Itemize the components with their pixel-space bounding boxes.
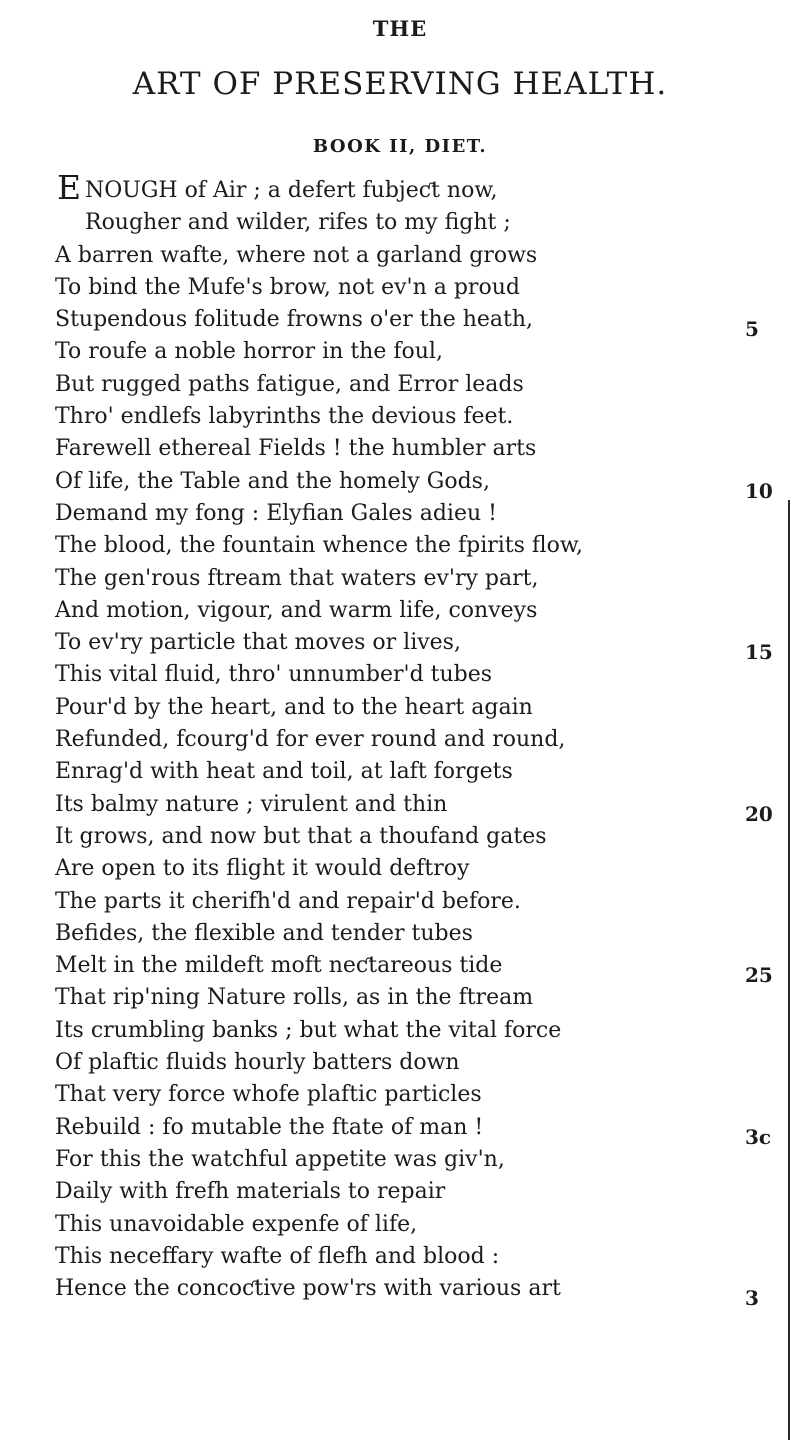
poem-line-10: Of life, the Table and the homely Gods, — [55, 468, 490, 494]
poem-line-7: But rugged paths fatigue, and Error leads — [55, 371, 524, 397]
poem-line-15: To ev'ry particle that moves or lives, — [55, 630, 461, 656]
poem-line-34: This neceffary wafte of flefh and blood : — [55, 1243, 500, 1269]
poem-line-19: Enrag'd with heat and toil, at laft forgets — [55, 759, 513, 785]
poem-line-27: Its crumbling banks ; but what the vital force — [55, 1017, 562, 1043]
line-number-25: 25 — [745, 963, 773, 987]
poem-line-11: Demand my fong : Elyfian Gales adieu ! — [55, 500, 497, 526]
line-number-30: 3c — [745, 1125, 772, 1149]
poem-line-17: Pour'd by the heart, and to the heart again — [55, 694, 533, 720]
poem-line-1: E NOUGH of Air ; a defert fubjeƈt now, — [57, 168, 498, 207]
poem-line-35: Hence the concoƈtive pow'rs with various art — [55, 1276, 561, 1302]
line-number-35: 3 — [745, 1286, 759, 1310]
poem-line-26: That rip'ning Nature rolls, as in the ftream — [55, 985, 534, 1011]
poem-line-32: Daily with frefh materials to repair — [55, 1179, 446, 1205]
page-title: ART OF PRESERVING HEALTH. — [132, 66, 668, 102]
poem-text — [55, 168, 775, 1305]
poem-line-2: Rougher and wilder, rifes to my fight ; — [85, 210, 511, 236]
running-head-the: THE — [372, 16, 428, 41]
poem-line-25: Melt in the mildeft moft neƈtareous tide — [55, 953, 503, 979]
line-number-10: 10 — [745, 479, 773, 503]
poem-line-22: Are open to its flight it would deftroy — [55, 856, 470, 882]
poem-line-30: Rebuild : fo mutable the ftate of man ! — [55, 1114, 484, 1140]
poem-line-20: Its balmy nature ; virulent and thin — [55, 791, 448, 817]
poem-line-29: That very force whofe plaftic particles — [55, 1082, 482, 1108]
poem-line-5: Stupendous folitude frowns o'er the heath, — [55, 307, 534, 333]
poem-line-4: To bind the Mufe's brow, not ev'n a proud — [55, 274, 520, 300]
poem-line-6: To roufe a noble horror in the foul, — [55, 339, 443, 365]
poem-line-16: This vital fluid, thro' unnumber'd tubes — [55, 662, 493, 688]
line-number-5: 5 — [745, 317, 759, 341]
poem-line-12: The blood, the fountain whence the fpirits flow, — [55, 533, 584, 559]
line-number-20: 20 — [745, 802, 773, 826]
poem-line-33: This unavoidable expenfe of life, — [55, 1211, 418, 1237]
poem-line-31: For this the watchful appetite was giv'n, — [55, 1146, 505, 1172]
poem-line-18: Refunded, fcourg'd for ever round and round, — [55, 727, 566, 753]
poem-line-9: Farewell ethereal Fields ! the humbler arts — [55, 436, 537, 462]
drop-cap: E — [57, 168, 82, 207]
poem-line-21: It grows, and now but that a thoufand gates — [55, 823, 547, 849]
poem-line-28: Of plaftic fluids hourly batters down — [55, 1050, 460, 1076]
page-edge-rule — [788, 500, 790, 1440]
poem-line-8: Thro' endlefs labyrinths the devious feet. — [55, 404, 514, 430]
poem-line-24: Befides, the flexible and tender tubes — [55, 920, 473, 946]
poem-line-3: A barren wafte, where not a garland grows — [55, 242, 538, 268]
poem-line-23: The parts it cherifh'd and repair'd before. — [55, 888, 521, 914]
poem-line-13: The gen'rous ftream that waters ev'ry part, — [55, 565, 539, 591]
book-section-heading: BOOK II, DIET. — [312, 136, 488, 157]
line-number-15: 15 — [745, 640, 773, 664]
poem-line-14: And motion, vigour, and warm life, conveys — [55, 597, 538, 623]
